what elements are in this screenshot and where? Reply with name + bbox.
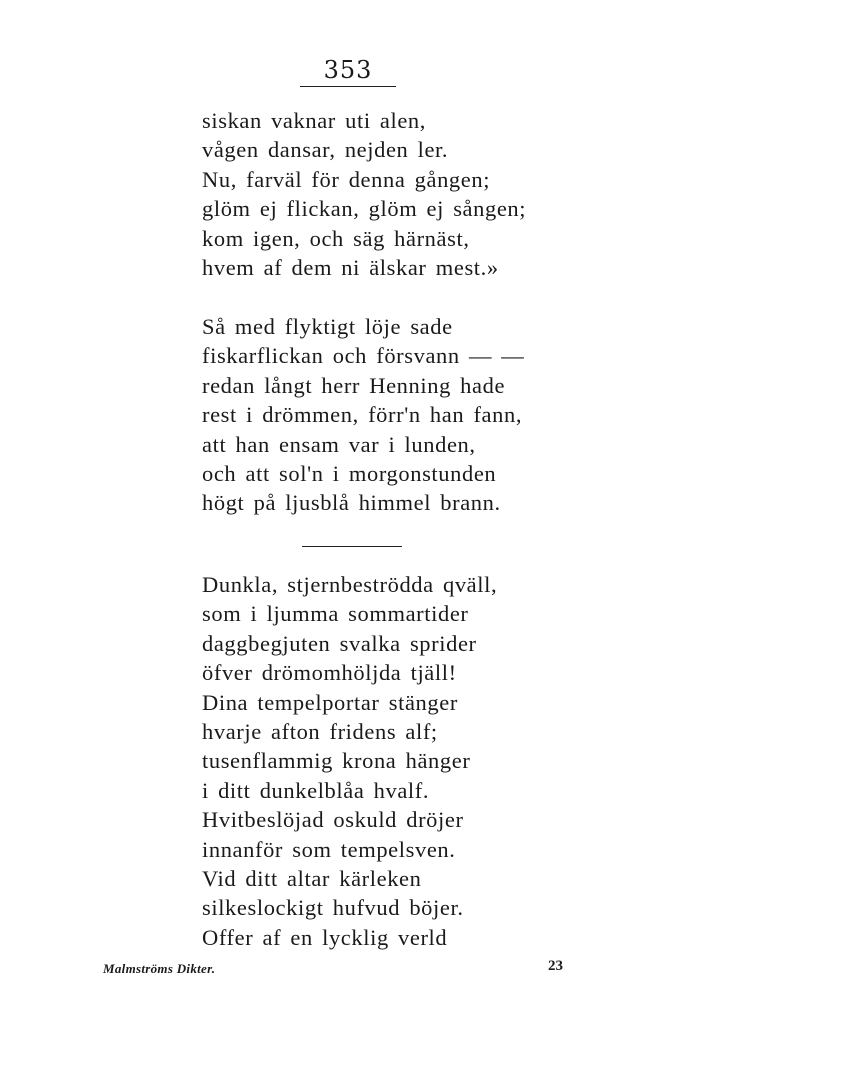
- poem-line: Nu, farväl för denna gången;: [202, 166, 491, 192]
- stanza-1: [202, 106, 526, 282]
- poem-line: kom igen, och säg härnäst,: [202, 225, 470, 251]
- poem-line: som i ljumma sommartider: [202, 601, 469, 627]
- poem-line: redan långt herr Henning hade: [202, 372, 506, 398]
- poem-line: vågen dansar, nejden ler.: [202, 137, 449, 163]
- poem-line: Dina tempelportar stänger: [202, 689, 458, 715]
- poem-line: Dunkla, stjernbeströdda qväll,: [202, 572, 498, 597]
- poem-line: högt på ljusblå himmel brann.: [202, 490, 501, 516]
- poem-line: hvem af dem ni älskar mest.»: [202, 254, 499, 280]
- poem-line: tusenflammig krona hänger: [202, 748, 471, 774]
- poem-line: Hvitbeslöjad oskuld dröjer: [202, 807, 464, 833]
- poem-line: Offer af en lycklig verld: [202, 924, 448, 950]
- poem-line: hvarje afton fridens alf;: [202, 718, 438, 744]
- poem-line: att han ensam var i lunden,: [202, 431, 476, 457]
- footer-sheet-number: 23: [548, 958, 563, 974]
- poem-line: silkeslockigt hufvud böjer.: [202, 895, 464, 921]
- page-number-rule: [300, 86, 396, 87]
- poem-line: glöm ej flickan, glöm ej sången;: [202, 196, 527, 222]
- poem-line: fiskarflickan och försvann — —: [202, 343, 525, 369]
- poem-line: daggbegjuten svalka sprider: [202, 630, 477, 656]
- footer-signature: Malmströms Dikter.: [103, 961, 216, 976]
- poem-line: rest i drömmen, förr'n han fann,: [202, 402, 523, 428]
- poem-line: och att sol'n i morgonstunden: [202, 460, 497, 486]
- page-number: 353: [323, 56, 373, 84]
- stanza-2: [202, 312, 524, 518]
- poem-line: siskan vaknar uti alen,: [202, 108, 426, 133]
- poem-line: innanför som tempelsven.: [202, 836, 456, 862]
- poem-line: öfver drömomhöljda tjäll!: [202, 660, 457, 686]
- section-divider: [302, 546, 402, 547]
- poem-line: i ditt dunkelblåa hvalf.: [202, 777, 430, 803]
- stanza-3: [202, 570, 497, 952]
- poem-line: Vid ditt altar kärleken: [202, 865, 422, 891]
- poem-line: Så med flyktigt löje sade: [202, 314, 453, 339]
